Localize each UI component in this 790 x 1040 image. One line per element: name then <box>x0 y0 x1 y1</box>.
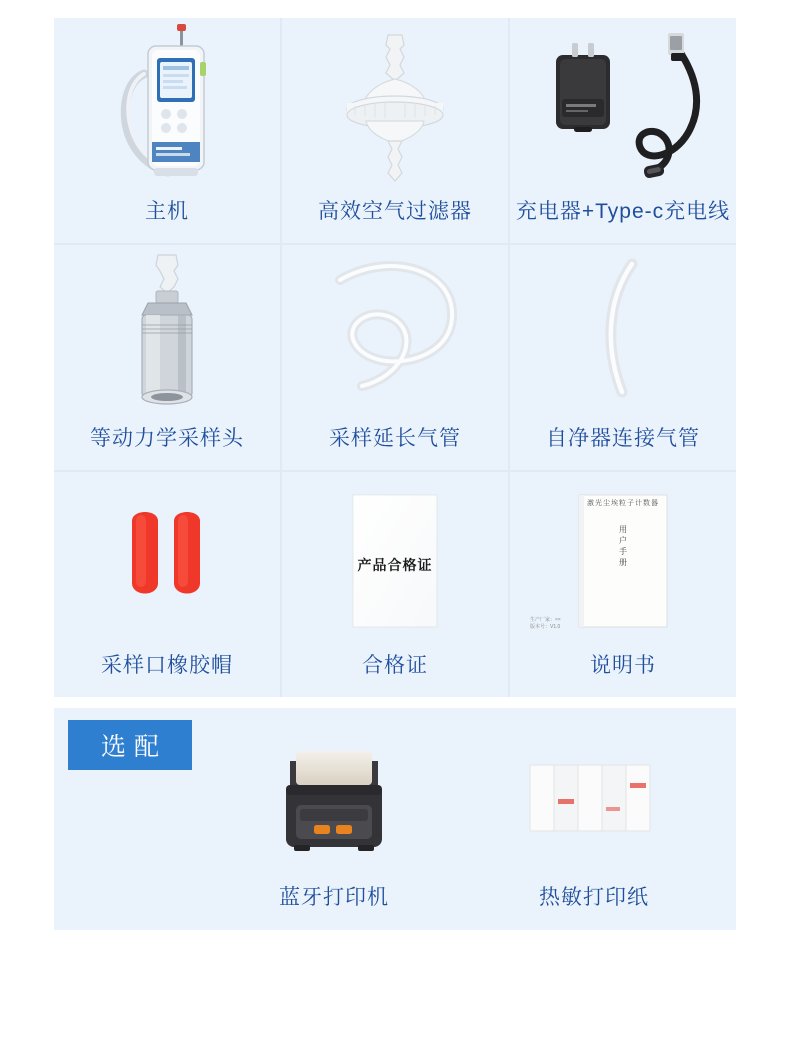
grid-cell-label: 自净器连接气管 <box>546 427 700 450</box>
grid-cell-manual[interactable] <box>510 472 736 697</box>
rubber-caps-icon <box>54 472 280 649</box>
manual-subtitle-char: 户 <box>619 536 627 545</box>
grid-cell-label: 说明书 <box>590 654 656 677</box>
certificate-card-icon <box>282 472 508 649</box>
manual-footer <box>530 617 561 631</box>
optional-section <box>54 708 736 930</box>
grid-cell-label: 采样口橡胶帽 <box>101 654 233 677</box>
grid-cell-label: 等动力学采样头 <box>90 427 244 450</box>
grid-cell-charger[interactable] <box>510 18 736 243</box>
sampling-extension-tube-icon <box>282 245 508 422</box>
hepa-filter-icon <box>282 18 508 195</box>
manual-subtitle-char: 册 <box>619 558 627 567</box>
grid-cell-label: 采样延长气管 <box>329 427 461 450</box>
bluetooth-printer-icon <box>204 718 464 881</box>
manual-title: 激光尘埃粒子计数器 <box>587 500 659 507</box>
optional-item-label: 蓝牙打印机 <box>279 886 389 909</box>
thermal-paper-rolls-icon <box>464 718 724 881</box>
grid-cell-certificate[interactable] <box>282 472 508 697</box>
certificate-text: 产品合格证 <box>357 556 433 573</box>
grid-cell-extension-tube[interactable] <box>282 245 508 470</box>
accessory-grid <box>54 18 736 697</box>
grid-cell-rubber-caps[interactable] <box>54 472 280 697</box>
handheld-particle-counter-icon <box>54 18 280 195</box>
grid-cell-label: 高效空气过滤器 <box>318 200 472 223</box>
purifier-connect-tube-icon <box>510 245 736 422</box>
optional-items <box>204 718 724 923</box>
isokinetic-sampling-probe-icon <box>54 245 280 422</box>
grid-cell-isokinetic-probe[interactable] <box>54 245 280 470</box>
manual-subtitle-char: 手 <box>619 547 627 556</box>
optional-item-label: 热敏打印纸 <box>539 886 649 909</box>
charger-and-cable-icon <box>510 18 736 195</box>
grid-cell-host[interactable] <box>54 18 280 243</box>
grid-cell-purifier-tube[interactable] <box>510 245 736 470</box>
grid-cell-label: 充电器+Type-c充电线 <box>515 200 731 223</box>
manual-subtitle <box>510 524 736 568</box>
optional-badge: 选配 <box>68 720 192 770</box>
grid-cell-label: 主机 <box>145 200 189 223</box>
manual-footer-line: 生产厂家：×× <box>530 617 561 623</box>
grid-cell-hepa-filter[interactable] <box>282 18 508 243</box>
optional-item-paper[interactable] <box>464 718 724 923</box>
manual-subtitle-char: 用 <box>619 525 627 534</box>
manual-footer-line: 版本号：V1.0 <box>530 624 561 630</box>
user-manual-icon <box>510 472 736 649</box>
optional-item-printer[interactable] <box>204 718 464 923</box>
grid-cell-label: 合格证 <box>362 654 428 677</box>
